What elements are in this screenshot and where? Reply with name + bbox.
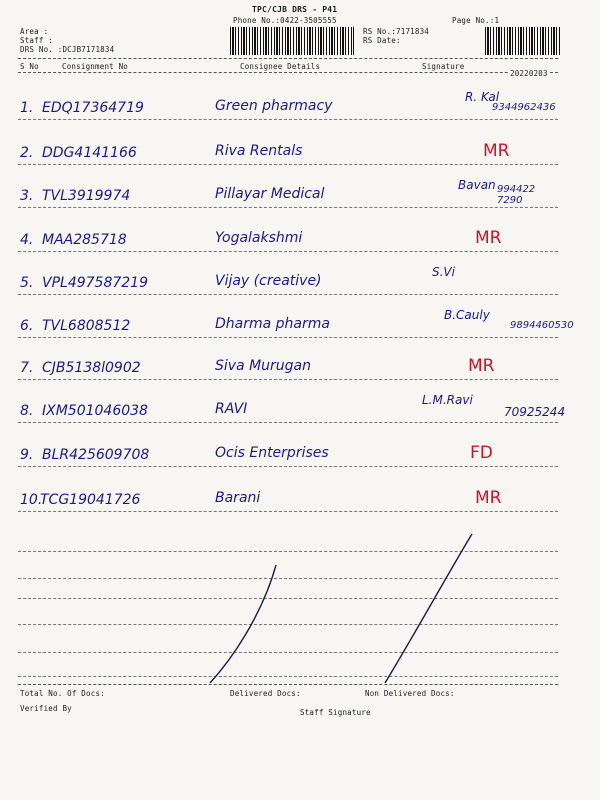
verified-by-label: Verified By (20, 704, 72, 713)
signature: L.M.Ravi (422, 393, 473, 407)
row-number: 2. (20, 145, 34, 161)
col-consignee: Consignee Details (240, 62, 321, 71)
rs-date: RS Date: (363, 36, 401, 45)
row-number: 6. (20, 318, 34, 334)
signature: Bavan (458, 178, 496, 192)
signature: MR (475, 488, 502, 508)
row-number: 5. (20, 275, 34, 291)
consignee-name: Siva Murugan (215, 358, 312, 374)
phone-number: Phone No.:0422-3505555 (233, 16, 337, 25)
phone-note: 994422 7290 (497, 184, 536, 206)
consignment-number: TVL3919974 (42, 188, 131, 204)
footer-divider (18, 684, 558, 685)
staff-signature-label: Staff Signature (300, 708, 371, 717)
consignee-name: RAVI (215, 401, 248, 417)
row-number: 3. (20, 188, 34, 204)
phone-note: 9894460530 (510, 320, 574, 331)
signature: MR (483, 141, 510, 161)
consignee-name: Dharma pharma (215, 316, 330, 332)
form-title: TPC/CJB DRS - P41 (252, 5, 338, 14)
consignment-number: IXM501046038 (42, 403, 148, 419)
row-number: 1. (20, 100, 34, 116)
col-signature: Signature (422, 62, 465, 71)
total-docs-label: Total No. Of Docs: (20, 689, 105, 698)
strike-stroke-right (385, 534, 472, 683)
rs-number: RS No.:7171834 (363, 27, 430, 36)
row-number: 8. (20, 403, 34, 419)
consignment-number: EDQ17364719 (42, 100, 144, 116)
consignment-number: TVL6808512 (42, 318, 131, 334)
consignee-name: Barani (215, 490, 261, 506)
signature: B.Cauly (444, 308, 490, 322)
row-number: 9. (20, 447, 34, 463)
staff-label: Staff : (20, 36, 54, 45)
row-number: 10. (20, 492, 43, 508)
drs-number: DRS No. :DCJB7171834 (20, 45, 115, 54)
consignee-name: Green pharmacy (215, 98, 333, 114)
consignee-name: Ocis Enterprises (215, 445, 329, 461)
signature: FD (470, 443, 493, 463)
col-consignment: Consignment No (62, 62, 129, 71)
consignment-number: TCG19041726 (40, 492, 141, 508)
signature: MR (475, 228, 502, 248)
area-label: Area : (20, 27, 49, 36)
consignee-name: Yogalakshmi (215, 230, 303, 246)
consignment-number: DDG4141166 (42, 145, 137, 161)
strike-stroke-left (210, 565, 276, 683)
page-number: Page No.:1 (452, 16, 500, 25)
signature: R. Kal (465, 90, 500, 104)
phone-note: 9344962436 (492, 102, 556, 113)
consignment-number: BLR425609708 (42, 447, 150, 463)
row-number: 7. (20, 360, 34, 376)
delivered-docs-label: Delivered Docs: (230, 689, 301, 698)
consignment-number: CJB5138l0902 (42, 360, 141, 376)
phone-note: 70925244 (504, 405, 566, 419)
row-number: 4. (20, 232, 34, 248)
consignee-name: Vijay (creative) (215, 273, 322, 289)
consignment-number: MAA285718 (42, 232, 127, 248)
consignee-name: Riva Rentals (215, 143, 303, 159)
consignment-number: VPL497587219 (42, 275, 148, 291)
print-date: 20220203 (510, 69, 548, 78)
signature: S.Vi (432, 265, 455, 279)
non-delivered-docs-label: Non Delivered Docs: (365, 689, 455, 698)
col-sno: S No (20, 62, 39, 71)
consignee-name: Pillayar Medical (215, 186, 325, 202)
signature: MR (468, 356, 495, 376)
